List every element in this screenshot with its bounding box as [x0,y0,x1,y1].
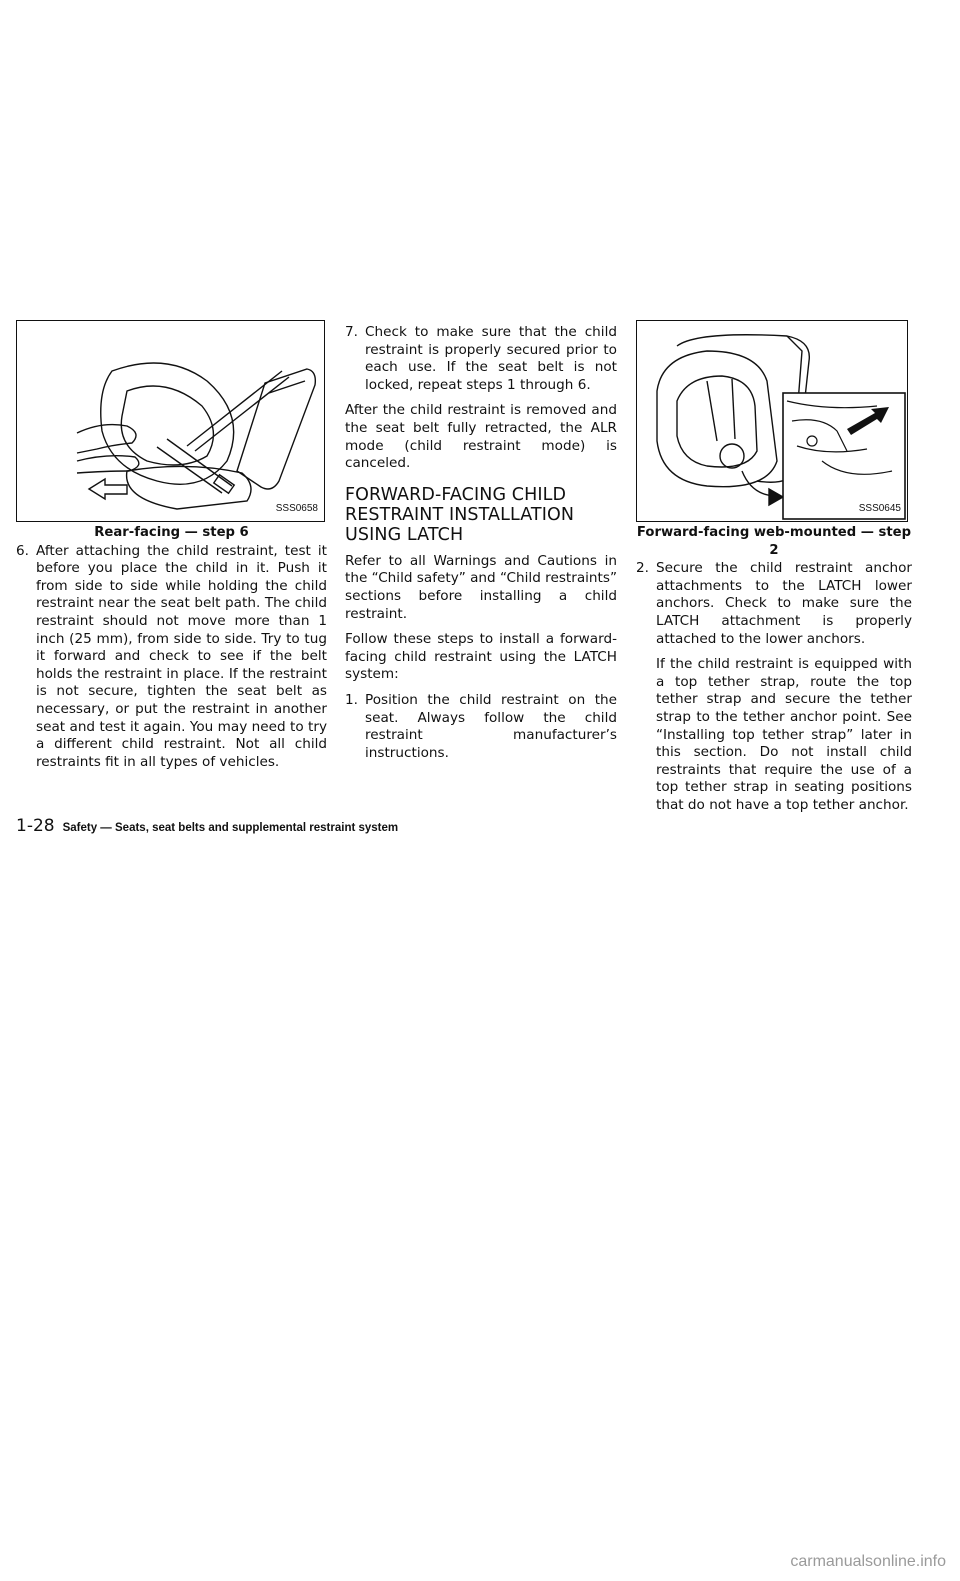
watermark: carmanualsonline.info [790,1553,946,1570]
section-title: Safety — Seats, seat belts and supplemental restraint system [62,822,399,834]
step-text: Check to make sure that the child restraint is properly secured prior to each use. If the seat belt is not locked, repeat steps 1 through 6. [365,324,617,393]
step-2 [636,560,912,822]
figure-code: SSS0645 [858,503,901,515]
page-number: 1-28 [16,816,55,836]
figure-caption: Rear-facing — step 6 [94,525,249,540]
rear-facing-illustration [17,321,324,521]
step-1 [345,692,617,762]
column-right [636,320,912,831]
section-heading: FORWARD-FACING CHILD RESTRAINT INSTALLATION USING LATCH [345,484,575,545]
paragraph-refer: Refer to all Warnings and Cautions in the “Child safety” and “Child restraints” sections before installing a child restraint. [345,552,617,622]
step-number: 1. [345,691,358,708]
paragraph-follow: Follow these steps to install a forward-facing child restraint using the LATCH system: [345,631,617,683]
page-footer [16,816,398,836]
step-text-continued: If the child restraint is equipped with a top tether strap, route the top tether strap and secure the tether strap to the tether anchor point. See “Installing top tether strap” later in this section. Do not install child restraints that require the use of a top tether strap in seating positions that do not have a top tether anchor. [656,656,912,813]
column-left [16,320,327,779]
step-6 [16,543,327,772]
step-text: After attaching the child restraint, test it before you place the child in it. Push it from side to side while holding the child restraint near the seat belt path. The child restraint should not move more than 1 inch (25 mm), from side to side. Try to tug it forward and check to see if the belt holds the restraint in place. If the restraint is not secure, tighten the seat belt as necessary, or put the restraint in another seat and test it again. You may need to try a different child restraint. Not all child restraints fit in all types of vehicles. [36,542,327,770]
step-text: Secure the child restraint anchor attachments to the LATCH lower anchors. Check to make sure the LATCH attachment is properly attached to the lower anchors. [656,560,912,647]
paragraph-alr: After the child restraint is removed and the seat belt fully retracted, the ALR mode (child restraint mode) is canceled. [345,402,617,472]
step-text: Position the child restraint on the seat. Always follow the child restraint manufacturer’s instructions. [365,691,617,761]
forward-facing-illustration [637,321,907,521]
step-7 [345,324,617,394]
figure-rear-facing [16,320,325,522]
figure-forward-facing [636,320,908,522]
column-middle [345,320,617,770]
step-number: 2. [636,560,649,577]
step-number: 7. [345,324,358,340]
figure-caption: Forward-facing web-mounted — step 2 [636,525,912,558]
step-body [656,560,912,822]
figure-code: SSS0658 [275,503,318,515]
step-number: 6. [16,542,29,559]
